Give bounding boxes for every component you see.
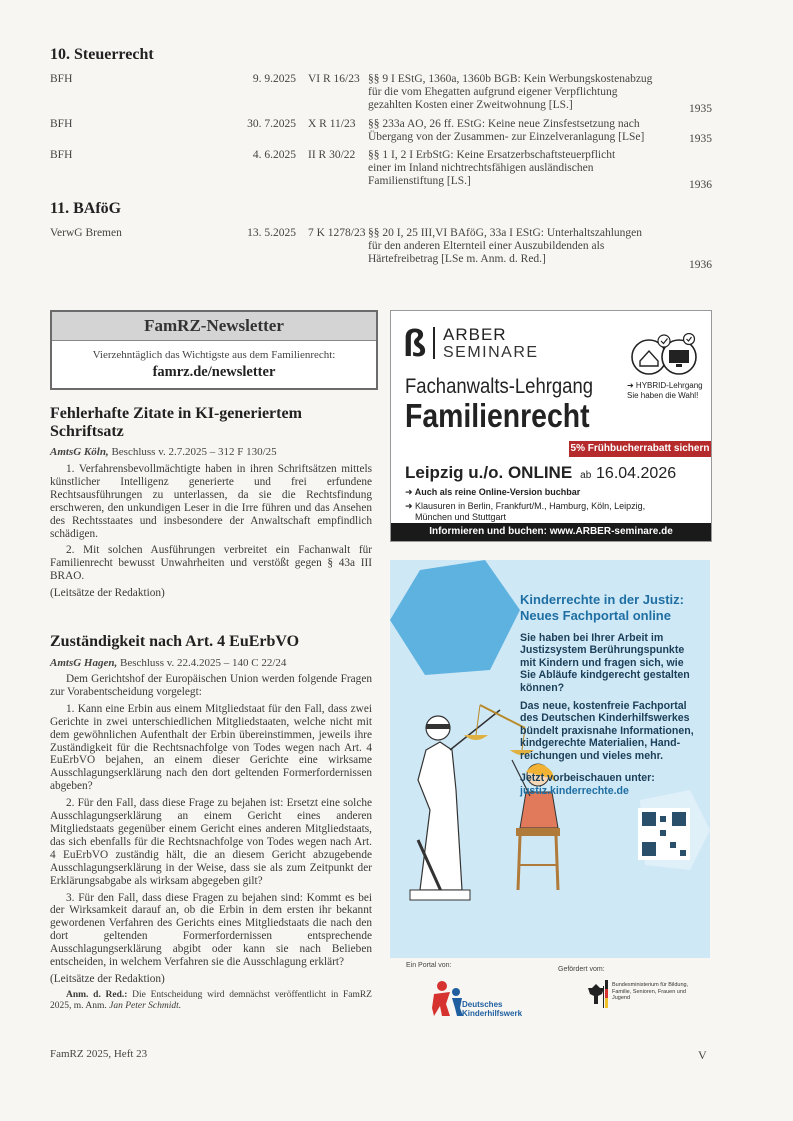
ad-title: Kinderrechte in der Justiz: Neues Fachportal online (520, 592, 684, 623)
flag-stripe (605, 980, 608, 1008)
kinderhilfswerk-name: Deutsches Kinderhilfswerk (462, 1000, 523, 1018)
page-number: 1935 (689, 133, 712, 145)
article-body: Dem Gerichtshof der Europäischen Union werden folgende Fragen zur Vorabentscheidung vorgelegt: 1. Kann eine Erbin aus einem Mitgliedstaat für den Fall, dass zwei Gerichte in zwei unterschiedlichen Mitgliedstaaten, welche nicht mit dem gewöhnlichen Aufenthalt der Erbin übereinstimmen, jeweils ihre Zuständigkeit für die Rechtsnachfolge von Todes wegen nach Art. 4 EuErbVO bejahen, an einem dieser Gerichte eine wirksame Ausschlagungserklärung nach den dort geltenden Formerfordernissen abgeben? 2. Für den Fall, dass diese Frage zu bejahen ist: Ersetzt eine solche Ausschlagungserklärung an einem Gericht eines anderen Mitgliedstaats gegenüber einem Gericht eines anderen Mitgliedstaats, das sich ebenfalls für die Rechtsnachfolge von Todes wegen nach Art. 4 EuErbVO zuständig hält, die an diesem Gericht abzugebende Ausschlagungserklärung in der Weise, dass sie als zum Zeitpunkt der Erklärungsabgabe als wirksam abgegeben gilt? 3. Für den Fall, dass diese Fragen zu bejahen sind: Kommt es bei der Wirksamkeit darauf an, ob die Erbin in dem ersten ihr bekannt gewordenen Verfahren des Gerichts eines Mitgliedstaats die nach den dort geltenden Formerfordernissen entsprechende Ausschlagungserklärung abgibt oder kann sie nach Belieben entscheiden, in welchem Verfahren sie die Ausschlagung erklärt? (Leitsätze der Redaktion) Anm. d. Red.: Die Entscheidung wird demnächst veröffentlicht in FamRZ 2025, m. Anm. Jan Peter Schmidt. (50, 673, 372, 1011)
portal-label: Ein Portal von: (406, 962, 452, 969)
ad-bullet: ➜ Klausuren in Berlin, Frankfurt/M., Hamburg, Köln, Leipzig, (405, 501, 646, 511)
ad-text: Sie haben bei Ihrer Arbeit im Justizsystem Berührungspunkte mit Kindern und fragen sich, wie Sie Abläufe kindgerecht gestalten können? (520, 632, 690, 694)
newsletter-link[interactable]: famrz.de/newsletter (152, 364, 276, 380)
page-number: 1935 (689, 103, 712, 115)
newsletter-box (50, 310, 378, 390)
description: §§ 20 I, 25 III,VI BAföG, 33a I EStG: Unterhaltszahlungen für den anderen Elternteil einer Auszubildenden als Härtefreibetrag [LSe m. Anm. d. Red.] (368, 227, 643, 265)
date: 30. 7.2025 (247, 118, 296, 130)
newsletter-subtitle: Vierzehntäglich das Wichtigste aus dem Familienrecht: (92, 349, 336, 361)
section-heading-steuerrecht: 10. Steuerrecht (50, 46, 154, 63)
case-number: VI R 16/23 (308, 73, 360, 85)
arber-seminare-label: SEMINARE (443, 344, 539, 361)
ad-location-date: Leipzig u./o. ONLINE ab 16.04.2026 (405, 463, 677, 482)
ad-booking-link[interactable]: Informieren und buchen: www.ARBER-seminare.de (391, 523, 711, 541)
hybrid-devices-icon (629, 333, 701, 377)
arber-name: ARBER (443, 325, 507, 344)
court: VerwG Bremen (50, 227, 122, 239)
page-number: V (698, 1048, 707, 1062)
discount-badge: 5% Frühbucherrabatt sichern (569, 441, 711, 457)
newsletter-title: FamRZ-Newsletter (52, 312, 376, 341)
page-number: 1936 (689, 259, 712, 271)
funding-label: Gefördert vom: (558, 966, 605, 973)
ad-course-title: Fachanwalts-Lehrgang (405, 375, 594, 398)
list-item (50, 118, 714, 146)
editor-note: Anm. d. Red.: Die Entscheidung wird demnächst veröffentlicht in FamRZ 2025, m. Anm. Jan Peter Schmidt. (50, 989, 372, 1011)
description: §§ 9 I EStG, 1360a, 1360b BGB: Kein Werbungskostenabzug für die vom Ehegatten aufgrund eigener Verpflichtung gezahlten Kosten einer Zweitwohnung [LS.] (368, 73, 653, 111)
case-number: 7 K 1278/23 (308, 227, 366, 239)
ad-bullet: München und Stuttgart (415, 512, 507, 522)
article-title: Fehlerhafte Zitate in KI-generiertem Schriftsatz (50, 405, 302, 440)
ad-text: Das neue, kostenfreie Fachportal des Deutschen Kinderhilfswerkes bündelt praxisnahe Informationen, kindgerechte Materialien, Hand- reichungen und vieles mehr. (520, 700, 694, 762)
article-citation: AmtsG Hagen, Beschluss v. 22.4.2025 – 140 C 22/24 (50, 657, 287, 669)
sponsor-logos (390, 962, 710, 1022)
article-body: 1. Verfahrensbevollmächtigte haben in ihren Schriftsätzen mittels künstlicher Intelligenz generierte und frei erfundene Rechtsausführungen zu unterlassen, da sie die Rechtsfindung erschweren, den unkundigen Leser in die Irre führen und das Ansehen des Rechtsstaates und insbesondere der Anwaltschaft empfindlich schädigen. 2. Mit solchen Ausführungen verbreitet ein Fachanwalt für Familienrecht bewusst Unwahrheiten und verstößt gegen § 43a III BRAO. (Leitsätze der Redaktion) (50, 463, 372, 600)
date: 4. 6.2025 (252, 149, 296, 161)
ad-url-link[interactable]: justiz.kinderrechte.de (520, 785, 629, 797)
ad-subject: Familienrecht (405, 397, 590, 434)
ad-cta: Jetzt vorbeischauen unter: (520, 772, 655, 784)
list-item (50, 73, 714, 113)
page-number: 1936 (689, 179, 712, 191)
date: 9. 9.2025 (252, 73, 296, 85)
article-citation: AmtsG Köln, Beschluss v. 2.7.2025 – 312 F 130/25 (50, 446, 277, 458)
article-title: Zuständigkeit nach Art. 4 EuErbVO (50, 633, 300, 650)
federal-eagle-icon (586, 982, 606, 1008)
list-item (50, 149, 714, 191)
hybrid-note: ➜ HYBRID-Lehrgang Sie haben die Wahl! (627, 381, 703, 400)
case-number: II R 30/22 (308, 149, 356, 161)
description: §§ 233a AO, 26 ff. EStG: Keine neue Zinsfestsetzung nach Übergang von der Zusammen- zur Einzelveranlagung [LSe] (368, 118, 645, 143)
date: 13. 5.2025 (247, 227, 296, 239)
journal-issue: FamRZ 2025, Heft 23 (50, 1048, 148, 1060)
ad-bullet: ➜ Auch als reine Online-Version buchbar (405, 487, 581, 497)
description: §§ 1 I, 2 I ErbStG: Keine Ersatzerbschaftsteuerpflicht einer im Inland nichtrechtsfähigen ausländischen Familienstiftung [LS.] (368, 149, 616, 187)
court: BFH (50, 73, 73, 85)
section-heading-bafoeg: 11. BAföG (50, 200, 122, 217)
arber-seminare-ad[interactable] (390, 310, 712, 542)
kinderrechte-ad[interactable] (390, 560, 710, 958)
court: BFH (50, 118, 73, 130)
arber-logo-icon: ß (403, 323, 427, 365)
case-number: X R 11/23 (308, 118, 356, 130)
court: BFH (50, 149, 73, 161)
ministry-name: Bundesministerium für Bildung, Familie, Senioren, Frauen und Jugend (612, 982, 689, 1001)
list-item (50, 227, 714, 271)
